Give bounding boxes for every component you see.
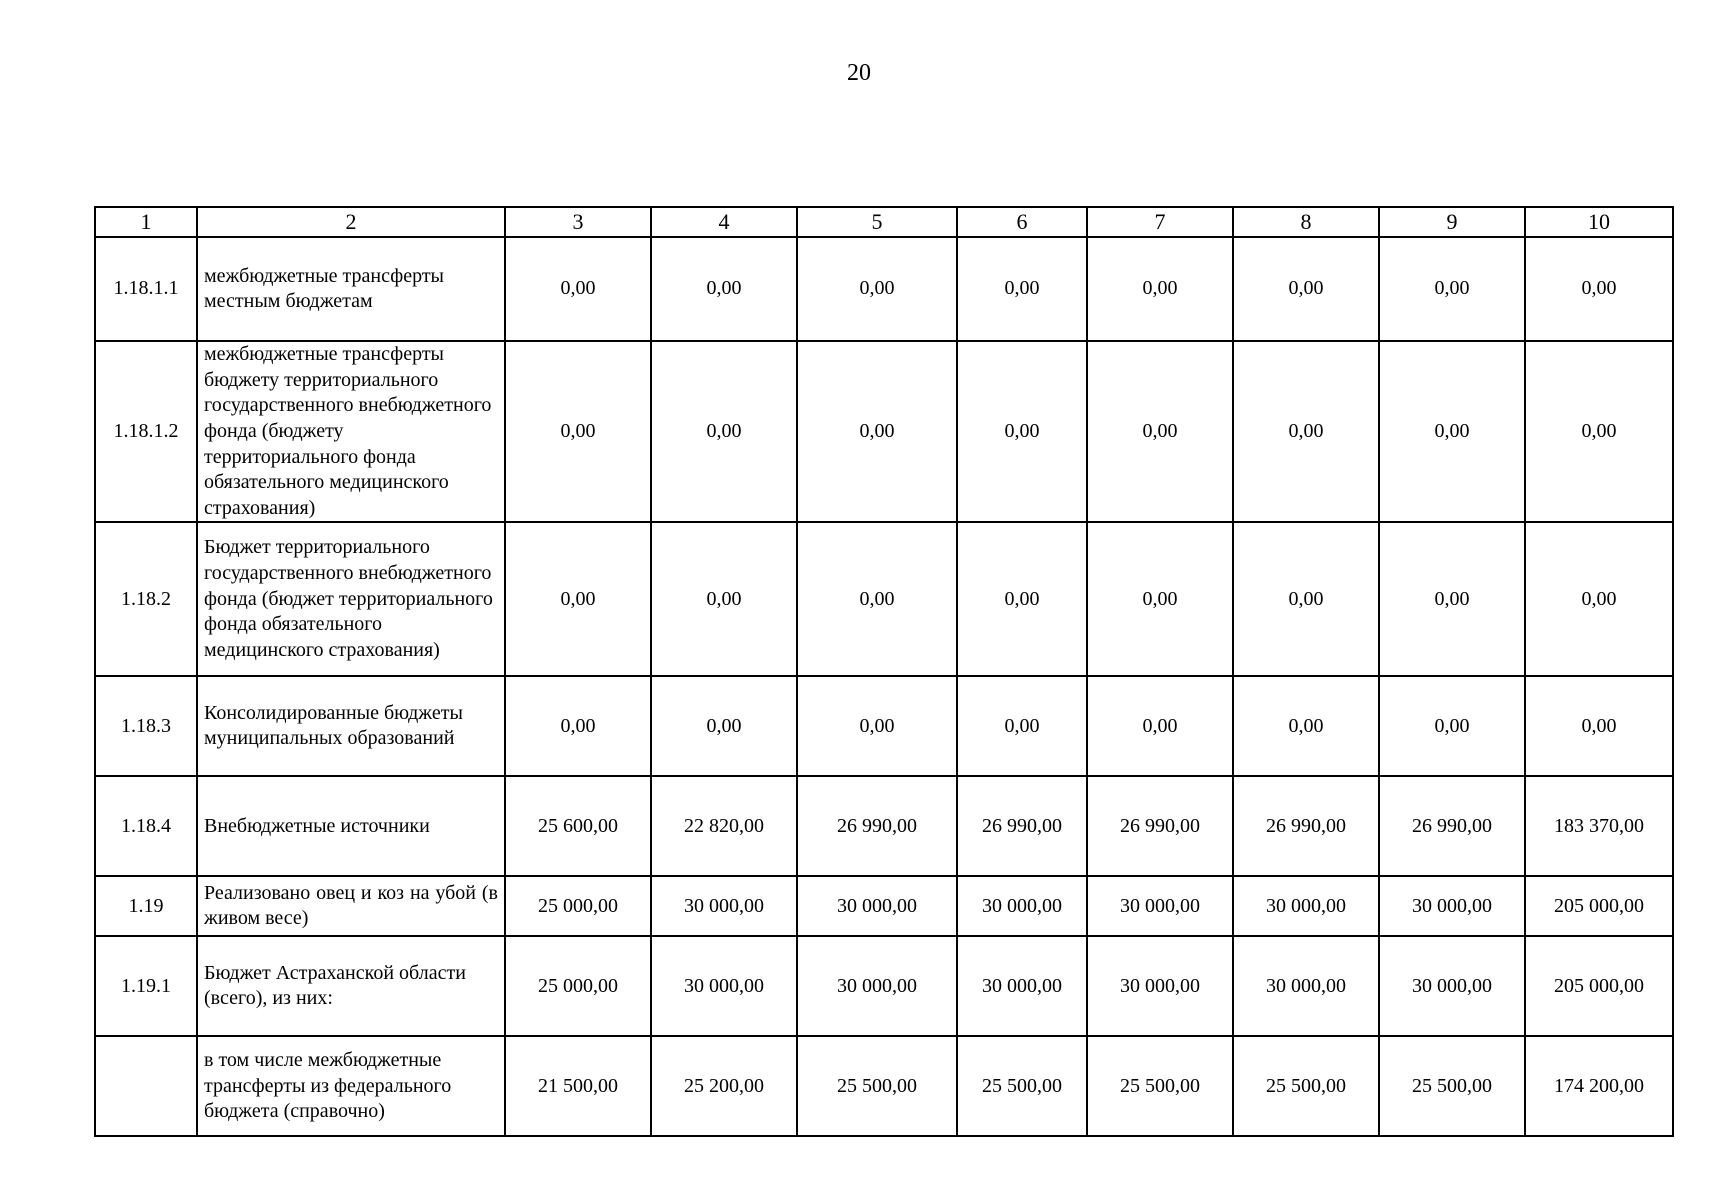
row-name: Бюджет Астраханской области (всего), из них: — [197, 936, 505, 1036]
value-cell: 0,00 — [1525, 341, 1673, 522]
value-cell: 0,00 — [1379, 522, 1525, 676]
value-cell: 25 600,00 — [505, 776, 651, 876]
value-cell: 0,00 — [1233, 237, 1379, 341]
value-cell: 30 000,00 — [1087, 936, 1233, 1036]
row-code: 1.19 — [95, 876, 197, 936]
value-cell: 25 000,00 — [505, 876, 651, 936]
row-name: межбюджетные трансферты местным бюджетам — [197, 237, 505, 341]
table-row — [95, 936, 1673, 1036]
value-cell: 25 500,00 — [797, 1036, 957, 1136]
value-cell: 0,00 — [1087, 676, 1233, 776]
value-cell: 21 500,00 — [505, 1036, 651, 1136]
row-code: 1.18.3 — [95, 676, 197, 776]
header-col-7: 7 — [1087, 207, 1233, 237]
header-row — [95, 207, 1673, 237]
value-cell: 0,00 — [1525, 522, 1673, 676]
row-name: Реализовано овец и коз на убой (в живом весе) — [197, 876, 505, 936]
header-col-8: 8 — [1233, 207, 1379, 237]
value-cell: 0,00 — [1525, 237, 1673, 341]
table-row — [95, 522, 1673, 676]
value-cell: 0,00 — [1233, 341, 1379, 522]
value-cell: 30 000,00 — [651, 936, 797, 1036]
header-col-1: 1 — [95, 207, 197, 237]
row-name: межбюджетные трансферты бюджету территориального государственного внебюджетного фонда (бюджету территориального фонда обязательного медицинского страхования) — [197, 341, 505, 522]
value-cell: 30 000,00 — [957, 876, 1087, 936]
value-cell: 22 820,00 — [651, 776, 797, 876]
value-cell: 25 500,00 — [1087, 1036, 1233, 1136]
header-col-3: 3 — [505, 207, 651, 237]
budget-table — [94, 206, 1674, 1137]
value-cell: 0,00 — [797, 522, 957, 676]
value-cell: 30 000,00 — [1233, 876, 1379, 936]
value-cell: 0,00 — [797, 341, 957, 522]
header-col-4: 4 — [651, 207, 797, 237]
row-name: в том числе межбюджетные трансферты из федерального бюджета (справочно) — [197, 1036, 505, 1136]
value-cell: 0,00 — [1379, 341, 1525, 522]
row-code: 1.19.1 — [95, 936, 197, 1036]
header-col-6: 6 — [957, 207, 1087, 237]
value-cell: 0,00 — [1379, 237, 1525, 341]
value-cell: 0,00 — [957, 237, 1087, 341]
value-cell: 25 500,00 — [1233, 1036, 1379, 1136]
table-row — [95, 1036, 1673, 1136]
row-code: 1.18.4 — [95, 776, 197, 876]
row-code: 1.18.1.2 — [95, 341, 197, 522]
value-cell: 0,00 — [651, 676, 797, 776]
value-cell: 0,00 — [505, 676, 651, 776]
value-cell: 26 990,00 — [1233, 776, 1379, 876]
value-cell: 26 990,00 — [1087, 776, 1233, 876]
value-cell: 205 000,00 — [1525, 876, 1673, 936]
value-cell: 30 000,00 — [797, 876, 957, 936]
value-cell: 30 000,00 — [797, 936, 957, 1036]
value-cell: 0,00 — [1087, 341, 1233, 522]
value-cell: 0,00 — [1379, 676, 1525, 776]
row-code: 1.18.1.1 — [95, 237, 197, 341]
value-cell: 174 200,00 — [1525, 1036, 1673, 1136]
value-cell: 0,00 — [1087, 522, 1233, 676]
value-cell: 183 370,00 — [1525, 776, 1673, 876]
table-row — [95, 341, 1673, 522]
value-cell: 30 000,00 — [1233, 936, 1379, 1036]
header-col-5: 5 — [797, 207, 957, 237]
header-col-10: 10 — [1525, 207, 1673, 237]
value-cell: 205 000,00 — [1525, 936, 1673, 1036]
value-cell: 0,00 — [957, 341, 1087, 522]
value-cell: 0,00 — [651, 341, 797, 522]
row-code — [95, 1036, 197, 1136]
page-number: 20 — [847, 60, 871, 86]
value-cell: 0,00 — [957, 676, 1087, 776]
value-cell: 25 500,00 — [1379, 1036, 1525, 1136]
value-cell: 30 000,00 — [1379, 936, 1525, 1036]
value-cell: 0,00 — [505, 341, 651, 522]
value-cell: 0,00 — [797, 237, 957, 341]
value-cell: 0,00 — [505, 237, 651, 341]
header-col-9: 9 — [1379, 207, 1525, 237]
value-cell: 26 990,00 — [957, 776, 1087, 876]
table-row — [95, 776, 1673, 876]
value-cell: 30 000,00 — [957, 936, 1087, 1036]
row-code: 1.18.2 — [95, 522, 197, 676]
value-cell: 26 990,00 — [1379, 776, 1525, 876]
value-cell: 30 000,00 — [651, 876, 797, 936]
value-cell: 0,00 — [957, 522, 1087, 676]
table-row — [95, 676, 1673, 776]
row-name: Консолидированные бюджеты муниципальных образований — [197, 676, 505, 776]
table-row — [95, 876, 1673, 936]
value-cell: 26 990,00 — [797, 776, 957, 876]
value-cell: 0,00 — [797, 676, 957, 776]
value-cell: 0,00 — [1087, 237, 1233, 341]
table-row — [95, 237, 1673, 341]
value-cell: 0,00 — [651, 237, 797, 341]
value-cell: 0,00 — [1233, 676, 1379, 776]
value-cell: 25 200,00 — [651, 1036, 797, 1136]
value-cell: 25 500,00 — [957, 1036, 1087, 1136]
value-cell: 0,00 — [651, 522, 797, 676]
row-name: Внебюджетные источники — [197, 776, 505, 876]
value-cell: 25 000,00 — [505, 936, 651, 1036]
value-cell: 0,00 — [505, 522, 651, 676]
row-name: Бюджет территориального государственного внебюджетного фонда (бюджет территориального фонда обязательного медицинского страхования) — [197, 522, 505, 676]
value-cell: 30 000,00 — [1379, 876, 1525, 936]
value-cell: 0,00 — [1525, 676, 1673, 776]
value-cell: 30 000,00 — [1087, 876, 1233, 936]
header-col-2: 2 — [197, 207, 505, 237]
value-cell: 0,00 — [1233, 522, 1379, 676]
